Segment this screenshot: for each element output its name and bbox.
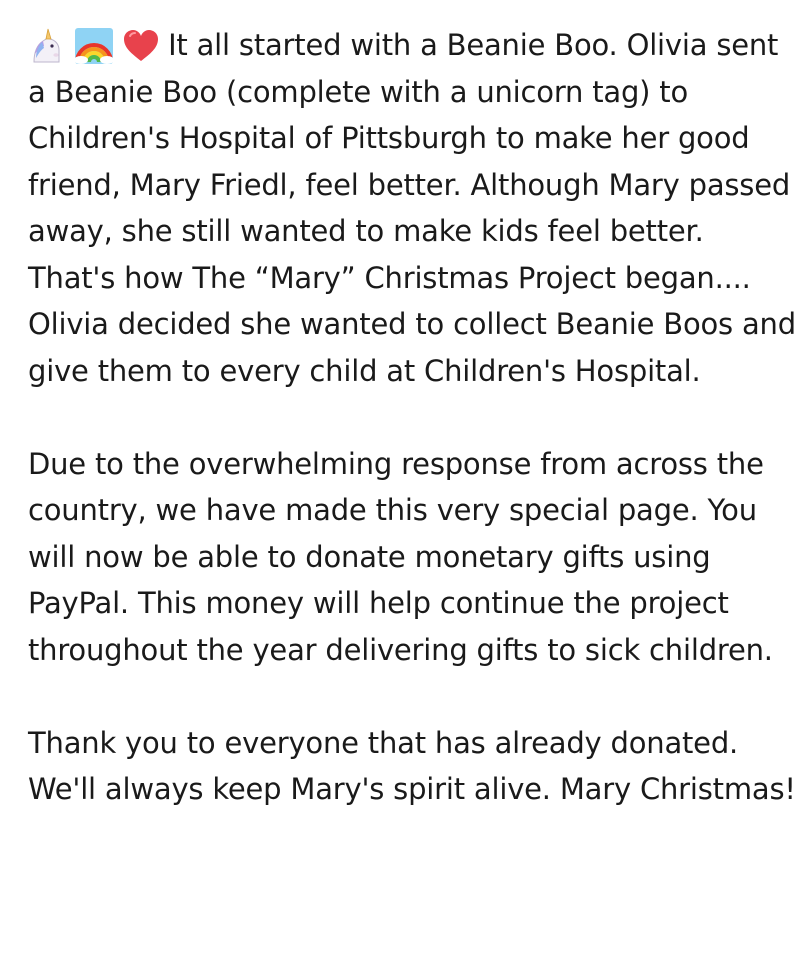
post-text-block [28, 22, 798, 813]
paragraph-donation: Due to the overwhelming response from across the country, we have made this very special page. You will now be able to donate monetary gifts using PayPal. This money will help continue the project throughout the year delivering gifts to sick children. [28, 446, 773, 667]
paragraph-intro-text: It all started with a Beanie Boo. Olivia sent a Beanie Boo (complete with a unicorn tag) to Children's Hospital of Pittsburgh to make her good friend, Mary Friedl, feel better. Although Mary passed away, she still wanted to make kids feel better. That's how The “Mary” Christmas Project began.... Olivia decided she wanted to collect Beanie Boos and give them to every child at Children's Hospital. [28, 28, 796, 388]
rainbow-icon [75, 28, 113, 64]
paragraph-intro [28, 22, 798, 394]
paragraph-thanks: Thank you to everyone that has already donated. We'll always keep Mary's spirit alive. Mary Christmas! [28, 725, 796, 806]
emoji-group [28, 28, 160, 64]
red-heart-icon [122, 28, 160, 64]
unicorn-icon [28, 28, 66, 64]
